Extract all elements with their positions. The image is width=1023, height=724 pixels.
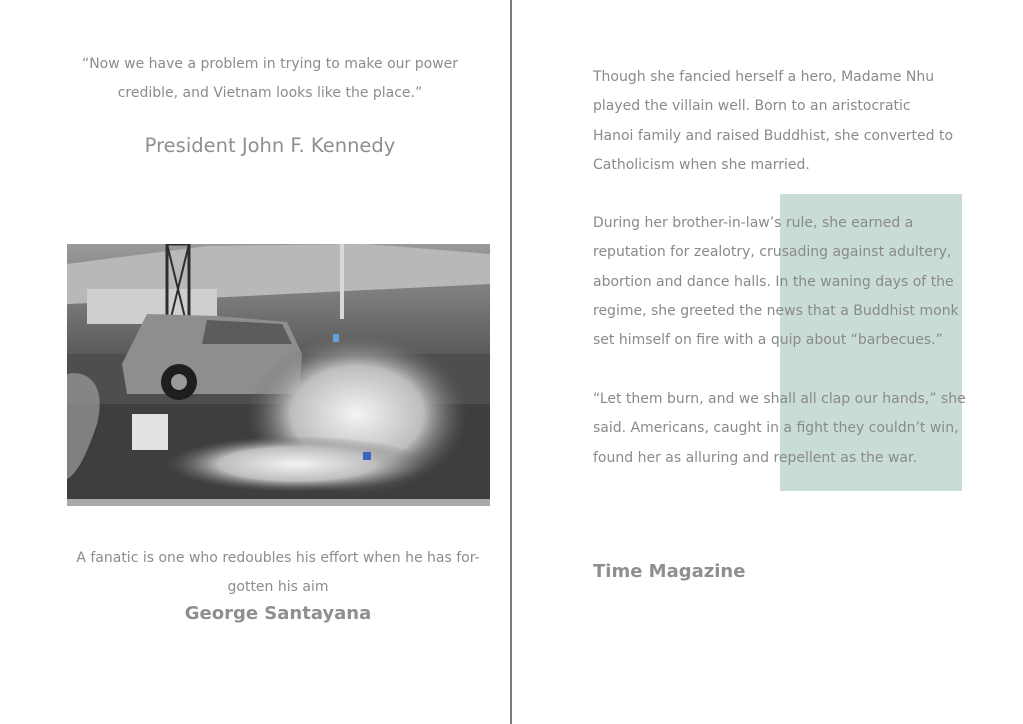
text-line: abortion and dance halls. In the waning days of the <box>593 273 954 290</box>
text-line: During her brother-in-law’s rule, she earned a <box>593 215 914 231</box>
paragraph-let-them-burn <box>593 385 978 473</box>
page-divider <box>510 0 512 724</box>
quote-line: gotten his aim <box>227 579 329 595</box>
text-line: Hanoi family and raised Buddhist, she converted to <box>593 127 954 144</box>
text-line: Catholicism when she married. <box>593 156 810 173</box>
text-line: regime, she greeted the news that a Buddhist monk <box>593 302 959 319</box>
quote-line: credible, and Vietnam looks like the place.” <box>117 85 423 101</box>
pole <box>340 244 344 319</box>
quote-line: A fanatic is one who redoubles his effort when he has for- <box>76 550 480 566</box>
photo-image <box>67 244 490 506</box>
santayana-quote <box>60 544 496 602</box>
burning-monk-photo <box>67 244 490 506</box>
text-line: played the villain well. Born to an aristocratic <box>593 98 911 115</box>
gas-can <box>132 414 168 450</box>
paragraph-zealotry <box>593 209 978 355</box>
source-attribution: Time Magazine <box>593 561 746 582</box>
text-line: said. Americans, caught in a fight they couldn’t win, <box>593 420 959 437</box>
text-line: found her as alluring and repellent as the war. <box>593 449 917 466</box>
text-line: “Let them burn, and we shall all clap our hands,” she <box>593 391 966 407</box>
text-line: reputation for zealotry, crusading against adultery, <box>593 244 952 261</box>
left-page <box>0 0 511 724</box>
text-line: Though she fancied herself a hero, Madame Nhu <box>593 69 935 85</box>
kennedy-quote <box>60 50 480 108</box>
quote-line: “Now we have a problem in trying to make our power <box>81 56 459 72</box>
paragraph-madame-nhu <box>593 63 978 180</box>
santayana-attribution: George Santayana <box>184 603 372 624</box>
kennedy-attribution: President John F. Kennedy <box>144 134 396 157</box>
text-line: set himself on fire with a quip about “barbecues.” <box>593 332 943 349</box>
